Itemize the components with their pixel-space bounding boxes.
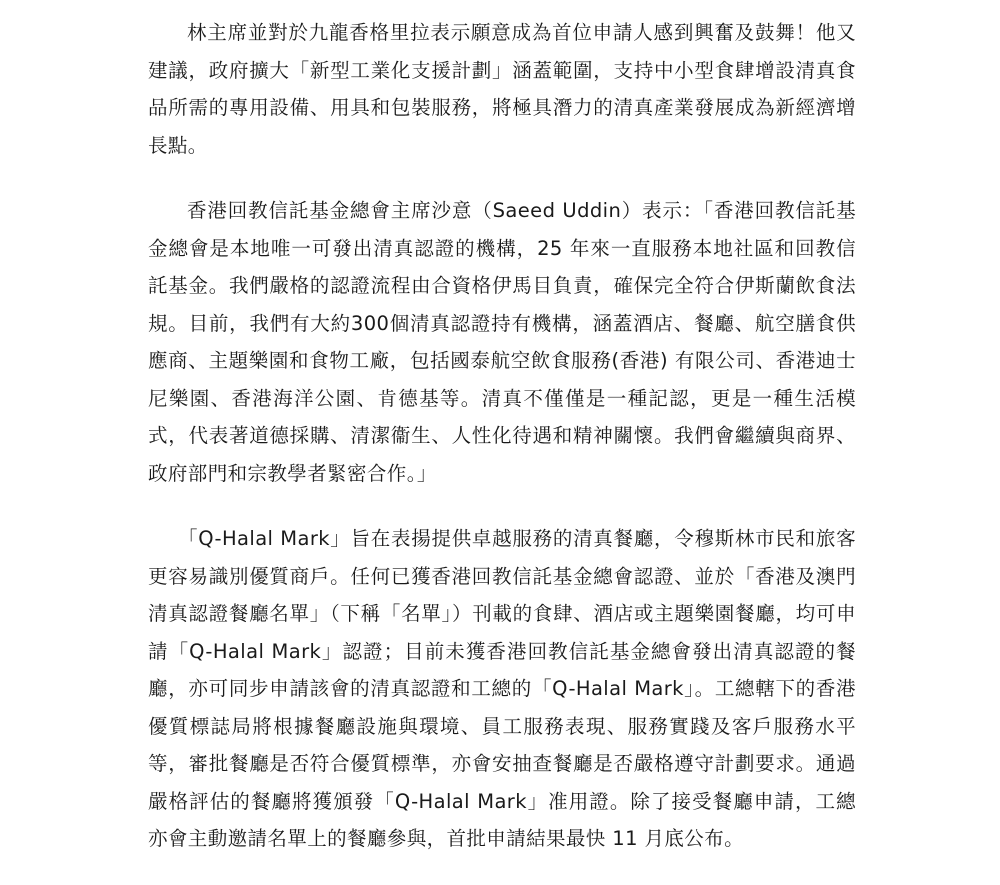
paragraph-chairman-lin: 林主席並對於九龍香格里拉表示願意成為首位申請人感到興奮及鼓舞！他又建議，政府擴大「新型工業化支援計劃」涵蓋範圍，支持中小型食肆增設清真食品所需的專用設備、用具和包裝服務，將極具潛力的清真產業發展成為新經濟增長點。 [148,21,856,157]
document-body [148,14,856,858]
paragraph-saeed-uddin-statement: 香港回教信託基金總會主席沙意（Saeed Uddin）表示：「香港回教信託基金總會是本地唯一可發出清真認證的機構，25 年來一直服務本地社區和回教信託基金。我們嚴格的認證流程由合資格伊馬目負責，確保完全符合伊斯蘭飲食法規。目前，我們有大約300個清真認證持有機構，涵蓋酒店、餐廳、航空膳食供應商、主題樂園和食物工廠，包括國泰航空飲食服務(香港) 有限公司、香港迪士尼樂園、香港海洋公園、肯德基等。清真不僅僅是一種記認，更是一種生活模式，代表著道德採購、清潔衞生、人性化待遇和精神關懷。我們會繼續與商界、政府部門和宗教學者緊密合作。」 [148,199,856,485]
paragraph-q-halal-mark: 「Q-Halal Mark」旨在表揚提供卓越服務的清真餐廳，令穆斯林市民和旅客更容易識別優質商戶。任何已獲香港回教信託基金總會認證、並於「香港及澳門清真認證餐廳名單」（下稱「名單」）刊載的食肆、酒店或主題樂園餐廳，均可申請「Q-Halal Mark」認證；目前未獲香港回教信託基金總會發出清真認證的餐廳，亦可同步申請該會的清真認證和工總的「Q-Halal Mark」。工總轄下的香港優質標誌局將根據餐廳設施與環境、員工服務表現、服務實踐及客戶服務水平等，審批餐廳是否符合優質標準，亦會安抽查餐廳是否嚴格遵守計劃要求。通過嚴格評估的餐廳將獲頒發「Q-Halal Mark」准用證。除了接受餐廳申請，工總亦會主動邀請名單上的餐廳參與，首批申請結果最快 11 月底公布。 [148,527,856,850]
